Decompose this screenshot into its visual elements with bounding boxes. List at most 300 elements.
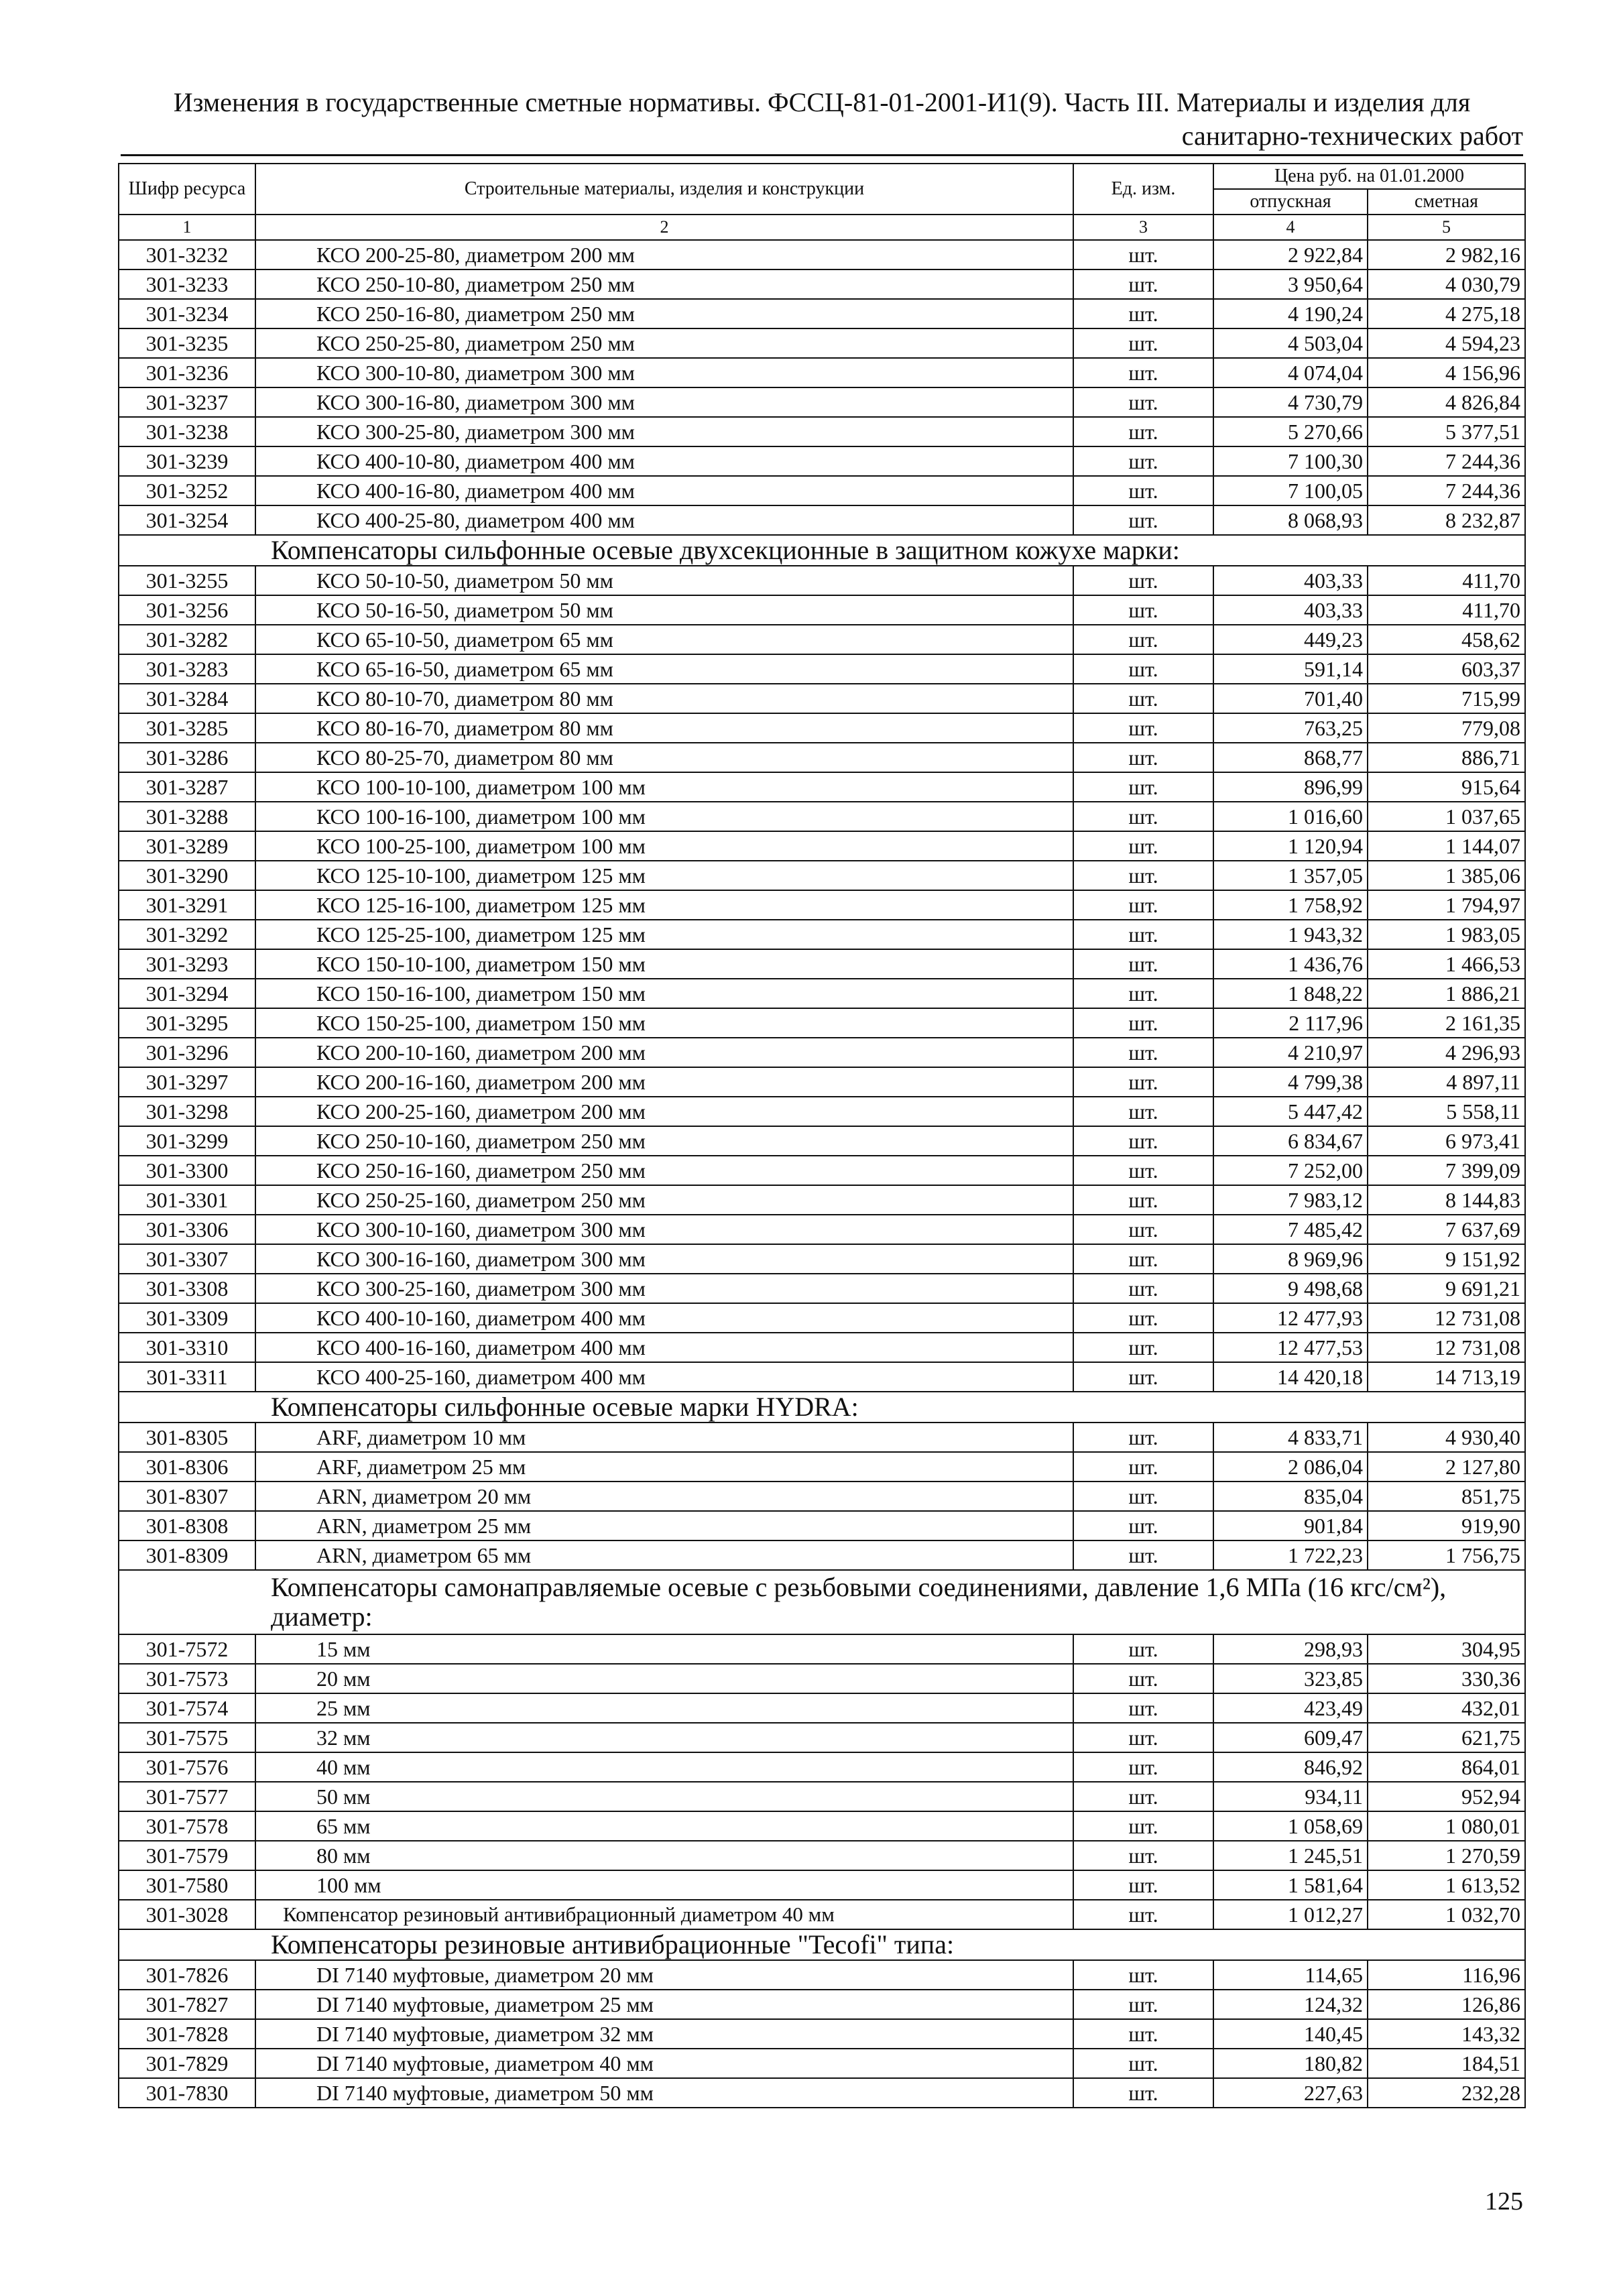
material-name: 65 мм	[255, 1811, 1073, 1841]
estimate-price: 458,62	[1368, 625, 1525, 654]
release-price: 868,77	[1213, 743, 1368, 772]
table-row	[119, 713, 1525, 743]
material-name: КСО 400-10-80, диаметром 400 мм	[255, 446, 1073, 476]
estimate-price: 1 756,75	[1368, 1540, 1525, 1570]
resource-code: 301-3298	[119, 1097, 255, 1126]
estimate-price: 126,86	[1368, 1990, 1525, 2019]
header-name: Строительные материалы, изделия и конструкции	[255, 164, 1073, 215]
material-name: КСО 300-10-80, диаметром 300 мм	[255, 358, 1073, 387]
material-name: КСО 125-25-100, диаметром 125 мм	[255, 920, 1073, 949]
material-name: КСО 400-25-80, диаметром 400 мм	[255, 505, 1073, 535]
estimate-price: 4 930,40	[1368, 1423, 1525, 1452]
release-price: 701,40	[1213, 684, 1368, 713]
resource-code: 301-7829	[119, 2049, 255, 2078]
material-name: КСО 400-16-160, диаметром 400 мм	[255, 1333, 1073, 1362]
table-row	[119, 920, 1525, 949]
table-row	[119, 1097, 1525, 1126]
resource-code: 301-7828	[119, 2019, 255, 2049]
material-name: КСО 250-25-80, диаметром 250 мм	[255, 328, 1073, 358]
unit: шт.	[1073, 949, 1213, 979]
release-price: 763,25	[1213, 713, 1368, 743]
release-price: 403,33	[1213, 595, 1368, 625]
resource-code: 301-3297	[119, 1067, 255, 1097]
table-row	[119, 1185, 1525, 1215]
estimate-price: 4 826,84	[1368, 387, 1525, 417]
release-price: 1 016,60	[1213, 802, 1368, 831]
estimate-price: 6 973,41	[1368, 1126, 1525, 1156]
unit: шт.	[1073, 1185, 1213, 1215]
section-title: Компенсаторы сильфонные осевые марки HYDRA:	[119, 1392, 1525, 1423]
resource-code: 301-3284	[119, 684, 255, 713]
release-price: 1 722,23	[1213, 1540, 1368, 1570]
release-price: 4 074,04	[1213, 358, 1368, 387]
estimate-price: 1 886,21	[1368, 979, 1525, 1008]
unit: шт.	[1073, 920, 1213, 949]
release-price: 1 245,51	[1213, 1841, 1368, 1870]
table-row	[119, 1038, 1525, 1067]
table-row	[119, 1303, 1525, 1333]
estimate-price: 9 151,92	[1368, 1244, 1525, 1274]
material-name: КСО 300-16-160, диаметром 300 мм	[255, 1244, 1073, 1274]
resource-code: 301-7580	[119, 1870, 255, 1900]
table-row	[119, 1752, 1525, 1782]
resource-code: 301-3239	[119, 446, 255, 476]
material-name: ARN, диаметром 65 мм	[255, 1540, 1073, 1570]
material-name: ARN, диаметром 25 мм	[255, 1511, 1073, 1540]
resource-code: 301-7578	[119, 1811, 255, 1841]
release-price: 14 420,18	[1213, 1362, 1368, 1392]
material-name: КСО 65-10-50, диаметром 65 мм	[255, 625, 1073, 654]
unit: шт.	[1073, 654, 1213, 684]
table-row	[119, 2049, 1525, 2078]
resource-code: 301-3306	[119, 1215, 255, 1244]
resource-code: 301-3295	[119, 1008, 255, 1038]
resource-code: 301-3238	[119, 417, 255, 446]
release-price: 1 012,27	[1213, 1900, 1368, 1929]
estimate-price: 143,32	[1368, 2019, 1525, 2049]
release-price: 896,99	[1213, 772, 1368, 802]
unit: шт.	[1073, 1990, 1213, 2019]
resource-code: 301-3296	[119, 1038, 255, 1067]
section-title: Компенсаторы сильфонные осевые двухсекционные в защитном кожухе марки:	[119, 535, 1525, 566]
unit: шт.	[1073, 713, 1213, 743]
resource-code: 301-7827	[119, 1990, 255, 2019]
material-name: DI 7140 муфтовые, диаметром 32 мм	[255, 2019, 1073, 2049]
table-row	[119, 1452, 1525, 1482]
release-price: 140,45	[1213, 2019, 1368, 2049]
material-name: КСО 50-16-50, диаметром 50 мм	[255, 595, 1073, 625]
estimate-price: 7 637,69	[1368, 1215, 1525, 1244]
table-row	[119, 1333, 1525, 1362]
section-heading-row	[119, 1929, 1525, 1960]
resource-code: 301-3234	[119, 299, 255, 328]
header-rule	[121, 154, 1523, 156]
resource-code: 301-7826	[119, 1960, 255, 1990]
table-row	[119, 2078, 1525, 2108]
material-name: КСО 250-25-160, диаметром 250 мм	[255, 1185, 1073, 1215]
resource-code: 301-8306	[119, 1452, 255, 1482]
material-name: ARF, диаметром 25 мм	[255, 1452, 1073, 1482]
estimate-price: 915,64	[1368, 772, 1525, 802]
release-price: 4 799,38	[1213, 1067, 1368, 1097]
resource-code: 301-3286	[119, 743, 255, 772]
resource-code: 301-3293	[119, 949, 255, 979]
estimate-price: 1 144,07	[1368, 831, 1525, 861]
material-name: КСО 250-16-160, диаметром 250 мм	[255, 1156, 1073, 1185]
material-name: КСО 400-16-80, диаметром 400 мм	[255, 476, 1073, 505]
table-row	[119, 566, 1525, 595]
resource-code: 301-3236	[119, 358, 255, 387]
table-row	[119, 1841, 1525, 1870]
material-name: 25 мм	[255, 1693, 1073, 1723]
section-heading-row	[119, 1392, 1525, 1423]
unit: шт.	[1073, 476, 1213, 505]
unit: шт.	[1073, 1511, 1213, 1540]
release-price: 1 357,05	[1213, 861, 1368, 890]
unit: шт.	[1073, 358, 1213, 387]
release-price: 4 730,79	[1213, 387, 1368, 417]
resource-code: 301-3291	[119, 890, 255, 920]
material-name: КСО 150-16-100, диаметром 150 мм	[255, 979, 1073, 1008]
unit: шт.	[1073, 831, 1213, 861]
unit: шт.	[1073, 861, 1213, 890]
release-price: 5 270,66	[1213, 417, 1368, 446]
resource-code: 301-3282	[119, 625, 255, 654]
resource-code: 301-3311	[119, 1362, 255, 1392]
release-price: 4 833,71	[1213, 1423, 1368, 1452]
material-name: 40 мм	[255, 1752, 1073, 1782]
release-price: 7 100,05	[1213, 476, 1368, 505]
release-price: 298,93	[1213, 1634, 1368, 1664]
column-number: 4	[1213, 215, 1368, 240]
table-row	[119, 1067, 1525, 1097]
table-row	[119, 979, 1525, 1008]
page-header	[121, 86, 1523, 156]
resource-code: 301-7575	[119, 1723, 255, 1752]
unit: шт.	[1073, 1156, 1213, 1185]
release-price: 591,14	[1213, 654, 1368, 684]
header-code: Шифр ресурса	[119, 164, 255, 215]
resource-code: 301-3310	[119, 1333, 255, 1362]
unit: шт.	[1073, 1540, 1213, 1570]
material-name: КСО 100-10-100, диаметром 100 мм	[255, 772, 1073, 802]
release-price: 114,65	[1213, 1960, 1368, 1990]
unit: шт.	[1073, 802, 1213, 831]
table-row	[119, 831, 1525, 861]
material-name: КСО 300-10-160, диаметром 300 мм	[255, 1215, 1073, 1244]
material-name: КСО 200-25-80, диаметром 200 мм	[255, 240, 1073, 269]
release-price: 2 086,04	[1213, 1452, 1368, 1482]
resource-code: 301-7579	[119, 1841, 255, 1870]
unit: шт.	[1073, 1664, 1213, 1693]
unit: шт.	[1073, 1634, 1213, 1664]
table-row	[119, 743, 1525, 772]
release-price: 5 447,42	[1213, 1097, 1368, 1126]
estimate-price: 330,36	[1368, 1664, 1525, 1693]
estimate-price: 4 897,11	[1368, 1067, 1525, 1097]
unit: шт.	[1073, 1841, 1213, 1870]
material-name: КСО 300-16-80, диаметром 300 мм	[255, 387, 1073, 417]
estimate-price: 2 982,16	[1368, 240, 1525, 269]
table-row	[119, 595, 1525, 625]
unit: шт.	[1073, 1215, 1213, 1244]
release-price: 7 252,00	[1213, 1156, 1368, 1185]
unit: шт.	[1073, 417, 1213, 446]
estimate-price: 8 144,83	[1368, 1185, 1525, 1215]
table-row	[119, 2019, 1525, 2049]
release-price: 1 943,32	[1213, 920, 1368, 949]
table-row	[119, 1126, 1525, 1156]
material-name: DI 7140 муфтовые, диаметром 20 мм	[255, 1960, 1073, 1990]
estimate-price: 116,96	[1368, 1960, 1525, 1990]
resource-code: 301-3256	[119, 595, 255, 625]
material-name: 50 мм	[255, 1782, 1073, 1811]
resource-code: 301-3289	[119, 831, 255, 861]
unit: шт.	[1073, 240, 1213, 269]
material-name: КСО 150-10-100, диаметром 150 мм	[255, 949, 1073, 979]
unit: шт.	[1073, 1782, 1213, 1811]
resource-code: 301-3292	[119, 920, 255, 949]
table-row	[119, 1664, 1525, 1693]
section-title: Компенсаторы самонаправляемые осевые с резьбовыми соединениями, давление 1,6 МПа (16 кгс/см²), диаметр:	[119, 1570, 1525, 1634]
estimate-price: 715,99	[1368, 684, 1525, 713]
table-row	[119, 1990, 1525, 2019]
table-row	[119, 505, 1525, 535]
estimate-price: 7 399,09	[1368, 1156, 1525, 1185]
material-name: ARN, диаметром 20 мм	[255, 1482, 1073, 1511]
release-price: 403,33	[1213, 566, 1368, 595]
unit: шт.	[1073, 772, 1213, 802]
column-number: 3	[1073, 215, 1213, 240]
table-row	[119, 1634, 1525, 1664]
estimate-price: 1 032,70	[1368, 1900, 1525, 1929]
table-header	[119, 164, 1525, 240]
material-name: КСО 65-16-50, диаметром 65 мм	[255, 654, 1073, 684]
resource-code: 301-8307	[119, 1482, 255, 1511]
table-row	[119, 299, 1525, 328]
table-row	[119, 1811, 1525, 1841]
estimate-price: 411,70	[1368, 566, 1525, 595]
table-row	[119, 446, 1525, 476]
resource-code: 301-3028	[119, 1900, 255, 1929]
resource-code: 301-7574	[119, 1693, 255, 1723]
resource-code: 301-3308	[119, 1274, 255, 1303]
material-name: 32 мм	[255, 1723, 1073, 1752]
material-name: 80 мм	[255, 1841, 1073, 1870]
table-row	[119, 654, 1525, 684]
unit: шт.	[1073, 1482, 1213, 1511]
table-row	[119, 625, 1525, 654]
table-row	[119, 1960, 1525, 1990]
estimate-price: 12 731,08	[1368, 1303, 1525, 1333]
estimate-price: 8 232,87	[1368, 505, 1525, 535]
unit: шт.	[1073, 1067, 1213, 1097]
resource-code: 301-3299	[119, 1126, 255, 1156]
column-number: 1	[119, 215, 255, 240]
resource-code: 301-3300	[119, 1156, 255, 1185]
unit: шт.	[1073, 1126, 1213, 1156]
release-price: 8 068,93	[1213, 505, 1368, 535]
estimate-price: 432,01	[1368, 1693, 1525, 1723]
material-name: КСО 80-16-70, диаметром 80 мм	[255, 713, 1073, 743]
estimate-price: 779,08	[1368, 713, 1525, 743]
material-name: КСО 125-16-100, диаметром 125 мм	[255, 890, 1073, 920]
header-release-price: отпускная	[1213, 189, 1368, 215]
material-name: 100 мм	[255, 1870, 1073, 1900]
column-number: 5	[1368, 215, 1525, 240]
resource-code: 301-3287	[119, 772, 255, 802]
resource-code: 301-3285	[119, 713, 255, 743]
unit: шт.	[1073, 566, 1213, 595]
material-name: КСО 150-25-100, диаметром 150 мм	[255, 1008, 1073, 1038]
unit: шт.	[1073, 1362, 1213, 1392]
release-price: 2 922,84	[1213, 240, 1368, 269]
material-name: КСО 200-25-160, диаметром 200 мм	[255, 1097, 1073, 1126]
resource-code: 301-3252	[119, 476, 255, 505]
unit: шт.	[1073, 890, 1213, 920]
estimate-price: 952,94	[1368, 1782, 1525, 1811]
header-estimate-price: сметная	[1368, 189, 1525, 215]
release-price: 7 485,42	[1213, 1215, 1368, 1244]
release-price: 323,85	[1213, 1664, 1368, 1693]
unit: шт.	[1073, 1097, 1213, 1126]
unit: шт.	[1073, 625, 1213, 654]
header-unit: Ед. изм.	[1073, 164, 1213, 215]
material-name: DI 7140 муфтовые, диаметром 50 мм	[255, 2078, 1073, 2108]
estimate-price: 1 385,06	[1368, 861, 1525, 890]
material-name: КСО 400-10-160, диаметром 400 мм	[255, 1303, 1073, 1333]
resource-code: 301-3283	[119, 654, 255, 684]
estimate-price: 7 244,36	[1368, 446, 1525, 476]
resource-code: 301-7576	[119, 1752, 255, 1782]
unit: шт.	[1073, 2019, 1213, 2049]
table-row	[119, 890, 1525, 920]
estimate-price: 4 030,79	[1368, 269, 1525, 299]
unit: шт.	[1073, 595, 1213, 625]
table-row	[119, 1900, 1525, 1929]
unit: шт.	[1073, 328, 1213, 358]
section-heading-row	[119, 535, 1525, 566]
release-price: 7 100,30	[1213, 446, 1368, 476]
release-price: 2 117,96	[1213, 1008, 1368, 1038]
material-name: КСО 250-10-160, диаметром 250 мм	[255, 1126, 1073, 1156]
table-row	[119, 1008, 1525, 1038]
unit: шт.	[1073, 1274, 1213, 1303]
resource-code: 301-3237	[119, 387, 255, 417]
table-row	[119, 417, 1525, 446]
resource-code: 301-3309	[119, 1303, 255, 1333]
table-row	[119, 861, 1525, 890]
release-price: 4 503,04	[1213, 328, 1368, 358]
table-row	[119, 1274, 1525, 1303]
material-name: КСО 250-16-80, диаметром 250 мм	[255, 299, 1073, 328]
unit: шт.	[1073, 2078, 1213, 2108]
resource-code: 301-8308	[119, 1511, 255, 1540]
unit: шт.	[1073, 1008, 1213, 1038]
release-price: 6 834,67	[1213, 1126, 1368, 1156]
material-name: КСО 100-16-100, диаметром 100 мм	[255, 802, 1073, 831]
material-name: КСО 200-16-160, диаметром 200 мм	[255, 1067, 1073, 1097]
unit: шт.	[1073, 1870, 1213, 1900]
table-row	[119, 1215, 1525, 1244]
table-row	[119, 328, 1525, 358]
unit: шт.	[1073, 505, 1213, 535]
material-name: DI 7140 муфтовые, диаметром 40 мм	[255, 2049, 1073, 2078]
header-title-line1: Изменения в государственные сметные нормативы. ФССЦ-81-01-2001-И1(9). Часть III. Материалы и изделия для	[173, 87, 1471, 117]
table-row	[119, 1156, 1525, 1185]
unit: шт.	[1073, 1752, 1213, 1782]
unit: шт.	[1073, 299, 1213, 328]
resource-code: 301-7573	[119, 1664, 255, 1693]
release-price: 3 950,64	[1213, 269, 1368, 299]
estimate-price: 603,37	[1368, 654, 1525, 684]
table-row	[119, 1482, 1525, 1511]
release-price: 227,63	[1213, 2078, 1368, 2108]
release-price: 609,47	[1213, 1723, 1368, 1752]
estimate-price: 1 466,53	[1368, 949, 1525, 979]
unit: шт.	[1073, 1452, 1213, 1482]
resource-code: 301-3254	[119, 505, 255, 535]
resource-code: 301-7830	[119, 2078, 255, 2108]
table-row	[119, 1511, 1525, 1540]
estimate-price: 232,28	[1368, 2078, 1525, 2108]
release-price: 934,11	[1213, 1782, 1368, 1811]
material-name: КСО 50-10-50, диаметром 50 мм	[255, 566, 1073, 595]
table-row	[119, 1693, 1525, 1723]
unit: шт.	[1073, 1693, 1213, 1723]
resource-code: 301-3233	[119, 269, 255, 299]
estimate-price: 851,75	[1368, 1482, 1525, 1511]
unit: шт.	[1073, 1303, 1213, 1333]
estimate-price: 7 244,36	[1368, 476, 1525, 505]
resource-code: 301-8309	[119, 1540, 255, 1570]
table-row	[119, 802, 1525, 831]
resource-code: 301-3288	[119, 802, 255, 831]
estimate-price: 14 713,19	[1368, 1362, 1525, 1392]
unit: шт.	[1073, 1423, 1213, 1452]
material-name: Компенсатор резиновый антивибрационный диаметром 40 мм	[255, 1900, 1073, 1929]
table-row	[119, 684, 1525, 713]
table-row	[119, 358, 1525, 387]
release-price: 4 210,97	[1213, 1038, 1368, 1067]
material-name: КСО 400-25-160, диаметром 400 мм	[255, 1362, 1073, 1392]
estimate-price: 2 161,35	[1368, 1008, 1525, 1038]
release-price: 846,92	[1213, 1752, 1368, 1782]
header-title-line2: санитарно-технических работ	[1181, 121, 1523, 151]
material-name: КСО 250-10-80, диаметром 250 мм	[255, 269, 1073, 299]
release-price: 423,49	[1213, 1693, 1368, 1723]
material-name: DI 7140 муфтовые, диаметром 25 мм	[255, 1990, 1073, 2019]
table-row	[119, 1540, 1525, 1570]
release-price: 4 190,24	[1213, 299, 1368, 328]
release-price: 8 969,96	[1213, 1244, 1368, 1274]
resource-code: 301-7577	[119, 1782, 255, 1811]
estimate-price: 4 156,96	[1368, 358, 1525, 387]
estimate-price: 1 037,65	[1368, 802, 1525, 831]
section-heading-row	[119, 1570, 1525, 1634]
resource-code: 301-3301	[119, 1185, 255, 1215]
material-name: 20 мм	[255, 1664, 1073, 1693]
resource-code: 301-3294	[119, 979, 255, 1008]
resource-code: 301-3255	[119, 566, 255, 595]
estimate-price: 4 594,23	[1368, 328, 1525, 358]
material-name: 15 мм	[255, 1634, 1073, 1664]
estimate-price: 1 613,52	[1368, 1870, 1525, 1900]
release-price: 449,23	[1213, 625, 1368, 654]
material-name: КСО 125-10-100, диаметром 125 мм	[255, 861, 1073, 890]
material-name: КСО 300-25-160, диаметром 300 мм	[255, 1274, 1073, 1303]
resource-code: 301-3235	[119, 328, 255, 358]
